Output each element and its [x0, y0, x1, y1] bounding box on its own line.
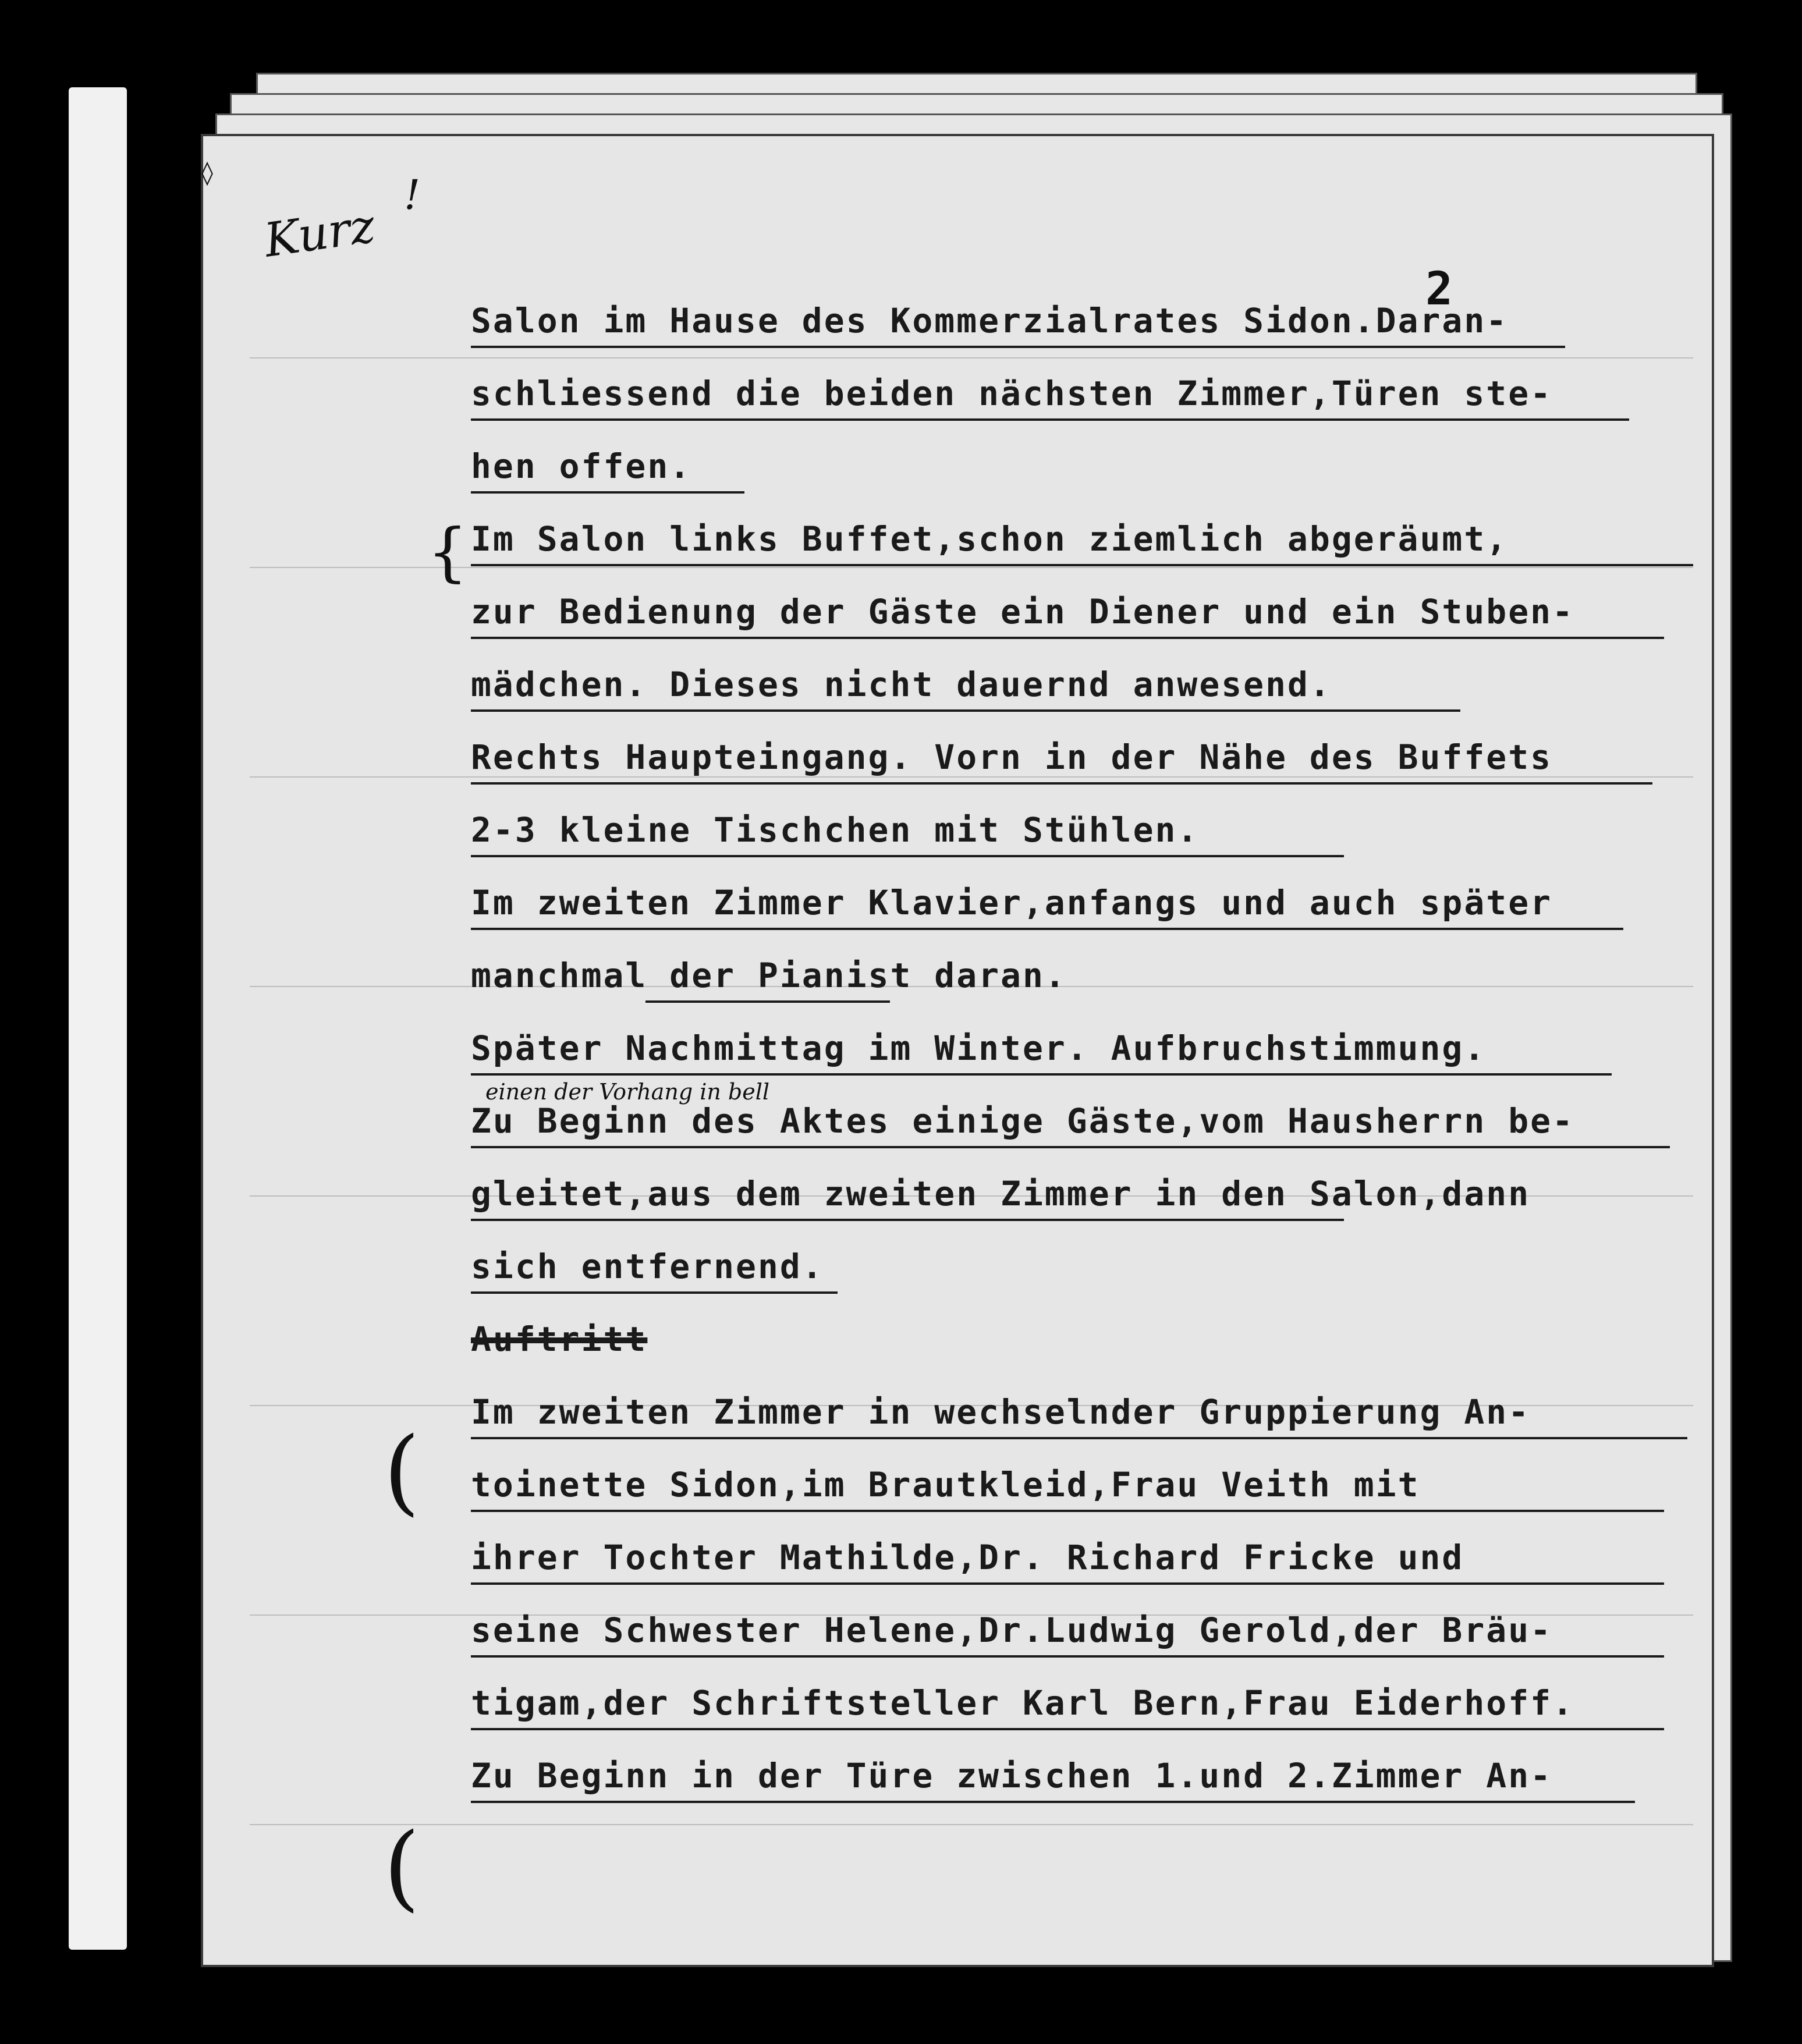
- underline-rule: [471, 1728, 1664, 1730]
- corner-mark: ◊: [200, 159, 215, 186]
- text-line: ihrer Tochter Mathilde,Dr. Richard Fricke und: [471, 1538, 1464, 1577]
- underline-rule: [471, 418, 1629, 421]
- text-line: Im zweiten Zimmer Klavier,anfangs und auch später: [471, 883, 1553, 922]
- text-line: Zu Beginn in der Türe zwischen 1.und 2.Zimmer An-: [471, 1756, 1553, 1795]
- page-number: 2: [1425, 263, 1453, 315]
- text-line: schliessend die beiden nächsten Zimmer,Türen ste-: [471, 374, 1553, 413]
- text-line: toinette Sidon,im Brautkleid,Frau Veith mit: [471, 1465, 1420, 1504]
- text-line: Rechts Haupteingang. Vorn in der Nähe des Buffets: [471, 737, 1553, 777]
- text-line: zur Bedienung der Gäste ein Diener und ein Stuben-: [471, 592, 1574, 631]
- text-line: Im zweiten Zimmer in wechselnder Gruppierung An-: [471, 1392, 1531, 1432]
- text-line: Salon im Hause des Kommerzialrates Sidon.Daran-: [471, 301, 1509, 340]
- bracket-mark: {: [427, 514, 468, 589]
- underline-rule: [471, 564, 1693, 566]
- underline-rule: [471, 1146, 1670, 1148]
- bracket-mark: (: [384, 1417, 420, 1525]
- handwritten-insertion: einen der Vorhang in bell: [485, 1079, 770, 1105]
- underline-rule: [471, 928, 1623, 930]
- text-line: 2-3 kleine Tischchen mit Stühlen.: [471, 810, 1200, 850]
- text-line: tigam,der Schriftsteller Karl Bern,Frau Eiderhoff.: [471, 1683, 1574, 1723]
- typewritten-page: [201, 134, 1714, 1967]
- underline-rule: [471, 855, 1344, 857]
- bracket-mark: (: [384, 1812, 420, 1921]
- text-line: manchmal der Pianist daran.: [471, 956, 1067, 995]
- underline-rule: [471, 1582, 1664, 1585]
- underline-rule: [471, 1655, 1664, 1658]
- underline-rule: [471, 1510, 1664, 1512]
- text-line: Später Nachmittag im Winter. Aufbruchstimmung.: [471, 1028, 1487, 1068]
- underline-rule: [471, 1219, 1344, 1221]
- text-line: sich entfernend.: [471, 1247, 824, 1286]
- text-line: mädchen. Dieses nicht dauernd anwesend.: [471, 665, 1332, 704]
- underline-rule: [471, 1437, 1687, 1439]
- underline-rule: [471, 637, 1664, 639]
- struck-text-line: Auftritt: [471, 1319, 648, 1359]
- underline-rule: [471, 782, 1652, 785]
- handwritten-note: Kurz: [261, 198, 378, 268]
- text-line: gleitet,aus dem zweiten Zimmer in den Salon,dann: [471, 1174, 1531, 1213]
- text-line: Zu Beginn des Aktes einige Gäste,vom Hausherrn be-: [471, 1101, 1574, 1141]
- text-line: hen offen.: [471, 446, 692, 486]
- underline-rule: [471, 1073, 1612, 1076]
- handwritten-tick: !: [404, 171, 421, 219]
- underline-rule: [471, 346, 1565, 348]
- film-edge-strip: [69, 87, 127, 1950]
- underline-rule: [471, 709, 1460, 712]
- text-line: seine Schwester Helene,Dr.Ludwig Gerold,der Bräu-: [471, 1610, 1553, 1650]
- text-line: Im Salon links Buffet,schon ziemlich abgeräumt,: [471, 519, 1509, 559]
- underline-rule: [471, 1291, 838, 1294]
- underline-rule: [645, 1000, 890, 1003]
- underline-rule: [471, 1801, 1635, 1803]
- ruled-line: [250, 1824, 1693, 1825]
- underline-rule: [471, 491, 744, 494]
